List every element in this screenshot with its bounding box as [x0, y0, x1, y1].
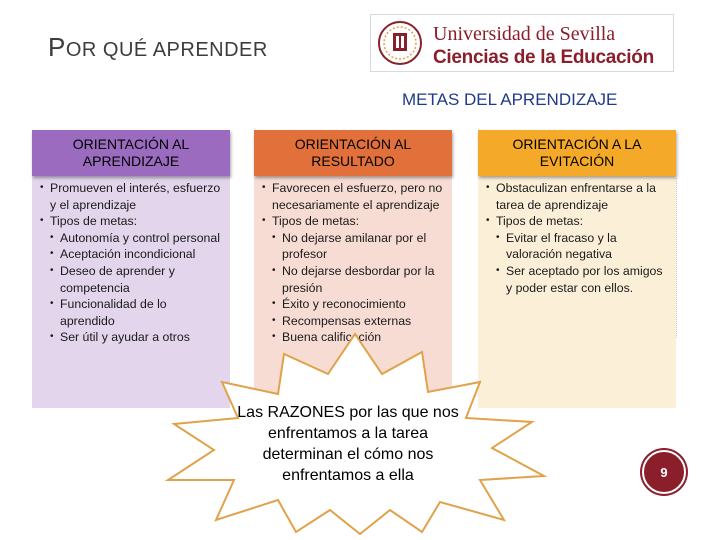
column-heading: ORIENTACIÓN A LA EVITACIÓN	[478, 130, 676, 176]
slide-title	[48, 32, 268, 63]
decorative-side-strip	[676, 178, 685, 338]
list-item: • Tipos de metas:	[262, 213, 446, 230]
sub-list-item: • Buena calificación	[262, 329, 446, 346]
sub-list-item: • Evitar el fracaso y la valoración negativa	[486, 230, 670, 263]
list-item: • Tipos de metas:	[486, 213, 670, 230]
column-heading: ORIENTACIÓN AL RESULTADO	[254, 130, 452, 176]
column-body	[254, 176, 452, 346]
sub-list-item: • Aceptación incondicional	[40, 246, 224, 263]
sub-list-item: • Funcionalidad de lo aprendido	[40, 296, 224, 329]
list-item: • Favorecen el esfuerzo, pero no necesariamente el aprendizaje	[262, 180, 446, 213]
sub-list-item: • Autonomía y control personal	[40, 230, 224, 247]
logo-university-name: Universidad de Sevilla	[433, 23, 616, 45]
sub-list-item: • Ser aceptado por los amigos y poder estar con ellos.	[486, 263, 670, 296]
column-body	[478, 176, 676, 296]
list-item: • Tipos de metas:	[40, 213, 224, 230]
university-seal-icon	[375, 19, 425, 67]
list-item: • Obstaculizan enfrentarse a la tarea de aprendizaje	[486, 180, 670, 213]
callout-text: Las RAZONES por las que nos enfrentamos a la tarea determinan el cómo nos enfrentamos a ella	[237, 404, 459, 484]
goals-heading: METAS DEL APRENDIZAJE	[402, 90, 618, 109]
page-number-badge: 9	[642, 450, 686, 494]
slide-title-rest: OR QUÉ APRENDER	[65, 39, 268, 61]
sub-list-item: • Recompensas externas	[262, 313, 446, 330]
column-heading: ORIENTACIÓN AL APRENDIZAJE	[32, 130, 230, 176]
slide-title-initial: P	[48, 32, 66, 62]
logo-faculty-name: Ciencias de la Educación	[433, 47, 654, 68]
university-logo	[370, 14, 674, 72]
sub-list-item: • Ser útil y ayudar a otros	[40, 329, 224, 346]
list-item: • Promueven el interés, esfuerzo y el aprendizaje	[40, 180, 224, 213]
sub-list-item: • No dejarse desbordar por la presión	[262, 263, 446, 296]
sub-list-item: • No dejarse amilanar por el profesor	[262, 230, 446, 263]
sub-list-item: • Éxito y reconocimiento	[262, 296, 446, 313]
sub-list-item: • Deseo de aprender y competencia	[40, 263, 224, 296]
column-body	[32, 176, 230, 346]
